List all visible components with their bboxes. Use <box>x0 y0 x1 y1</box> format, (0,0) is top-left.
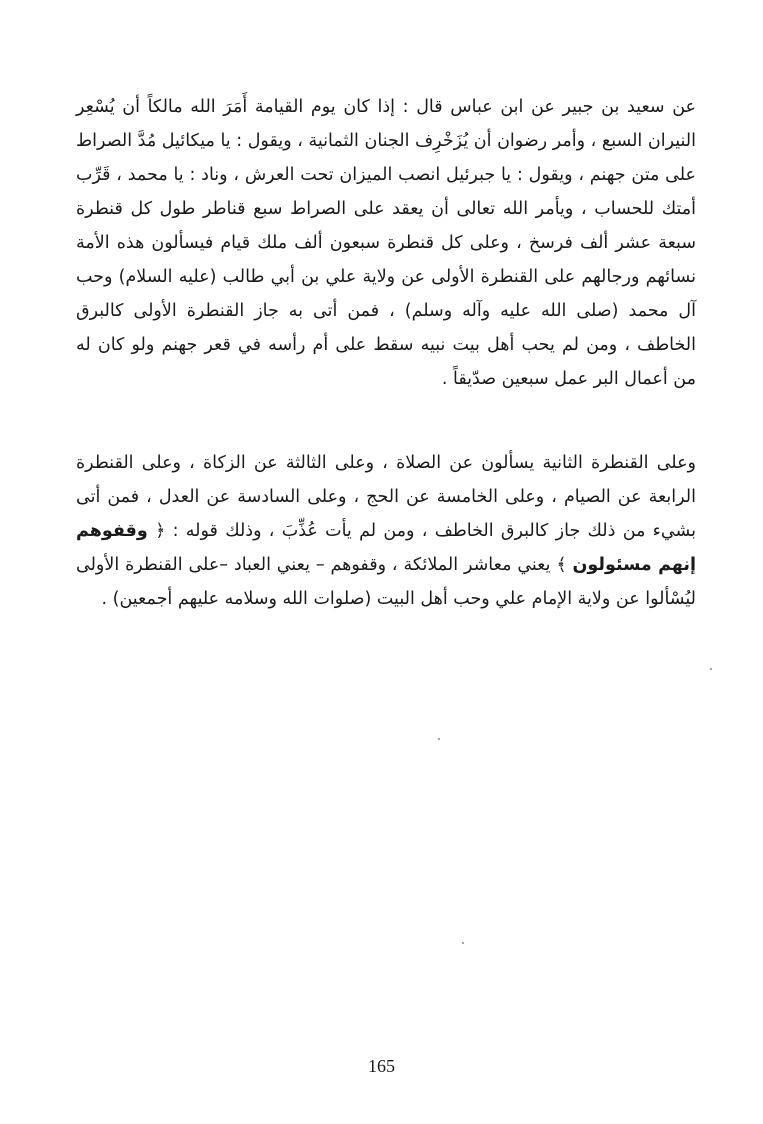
paragraph-2-text <box>76 446 696 616</box>
scan-speck <box>462 942 464 944</box>
scan-speck <box>438 738 440 740</box>
scan-speck <box>710 668 712 670</box>
paragraph-2-after-quote: ﴾ يعني معاشر الملائكة ، وقفوهم – يعني العباد –على القنطرة الأولى ليُسْألوا عن ولاية الإمام علي وحب أهل البيت (صلوات الله وسلامه عليهم أجمعين) . <box>76 555 696 609</box>
page-number: 165 <box>368 1056 395 1076</box>
quran-verse: وقفوهم إنهم مسئولون <box>76 521 696 575</box>
paragraph-2-before-quote: وعلى القنطرة الثانية يسألون عن الصلاة ، وعلى الثالثة عن الزكاة ، وعلى القنطرة الرابعة عن الصيام ، وعلى الخامسة عن الحج ، وعلى السادسة عن العدل ، فمن أتى بشيء من ذلك جاز كالبرق الخاطف ، ومن لم يأت عُذِّبَ ، وذلك قوله : ﴿ <box>76 453 696 541</box>
paragraph-1 <box>76 90 696 396</box>
paragraph-1-text: عن سعيد بن جبير عن ابن عباس قال : إذا كان يوم القيامة أَمَرَ الله مالكاً أن يُسْعِر النيران السبع ، وأمر رضوان أن يُزَخْرِف الجنان الثمانية ، ويقول : يا ميكائيل مُدَّ الصراط على متن جهنم ، ويقول : يا جبرئيل انصب الميزان تحت العرش ، وناد : يا محمد ، قَرِّب أمتك للحساب ، ويأمر الله تعالى أن يعقد على الصراط سبع قناطر طول كل قنطرة سبعة عشر ألف فرسخ ، وعلى كل قنطرة سبعون ألف ملك قيام فيسألون هذه الأمة نسائهم ورجالهم على القنطرة الأولى عن ولاية علي بن أبي طالب (عليه السلام) وحب آل محمد (صلى الله عليه وآله وسلم) ، فمن أتى به جاز القنطرة الأولى كالبرق الخاطف ، ومن لم يحب أهل بيت نبيه سقط على أم رأسه في قعر جهنم ولو كان له من أعمال البر عمل سبعين صدّيقاً . <box>76 97 696 389</box>
paragraph-2 <box>76 446 696 616</box>
